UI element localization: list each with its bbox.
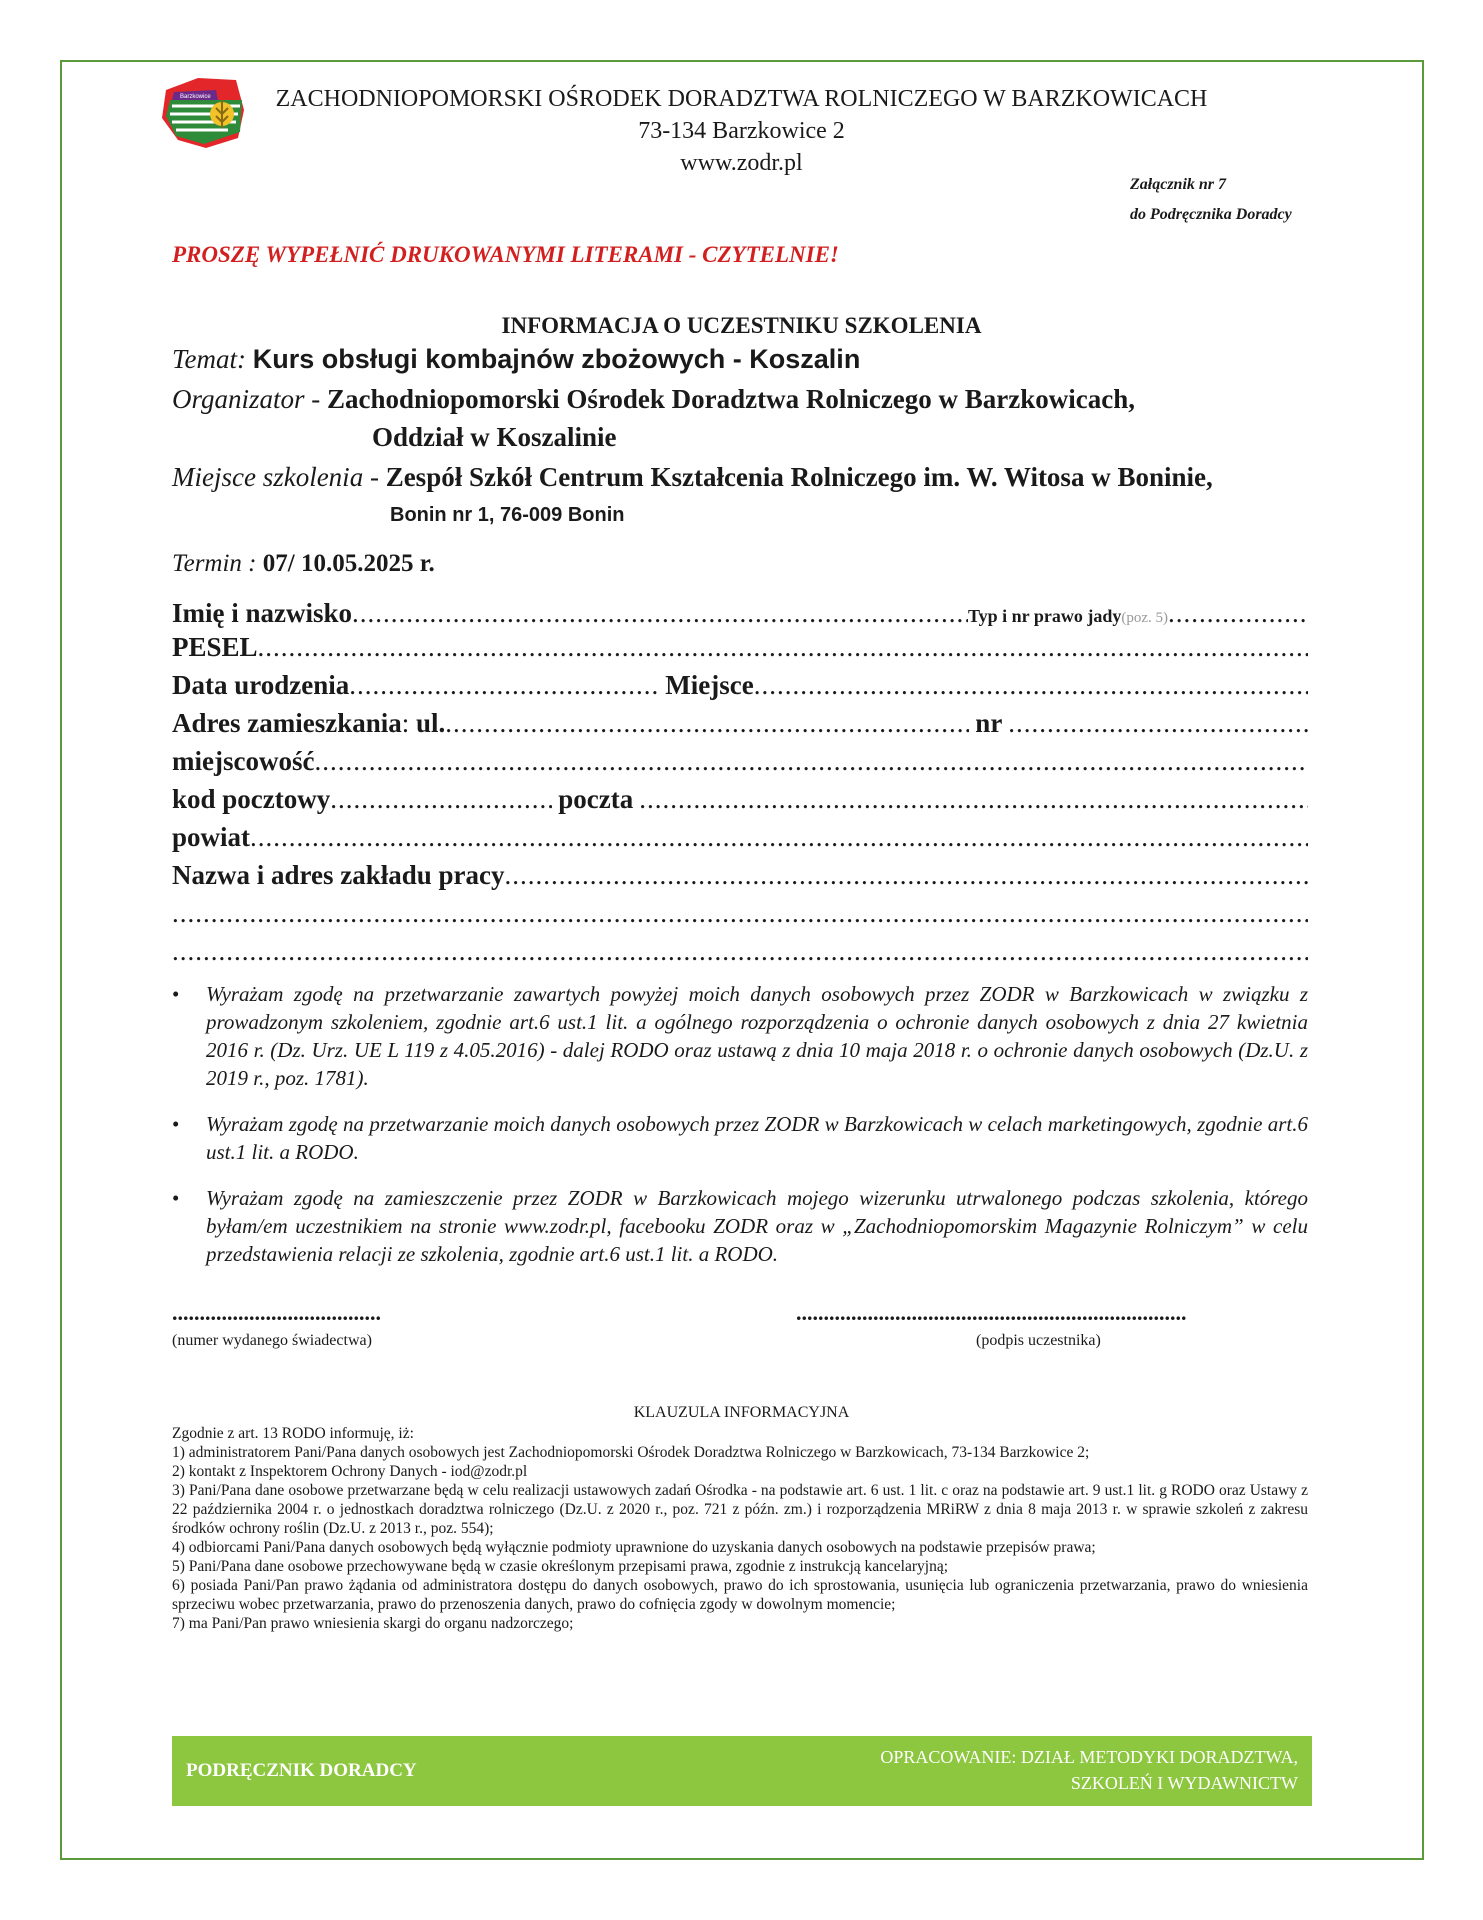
workplace-input-line-3[interactable] <box>172 936 1308 967</box>
license-note: (poz. 5) <box>1121 610 1168 626</box>
birth-place-label: Miejsce <box>665 670 754 700</box>
consent-data-processing: • Wyrażam zgodę na przetwarzanie zawartych powyżej moich danych osobowych przez ZODR w Barzkowicach w związku z prowadzonym szkoleniem, zgodnie art.6 ust.1 lit. a ogólnego rozporządzenia o ochronie danych osobowych z dnia 27 kwietnia 2016 r. (Dz. Urz. UE L 119 z 4.05.2016) - dalej RODO oraz ustawą z dnia 10 maja 2018 r. o ochronie danych osobowych (Dz.U. z 2019 r., poz. 1781). <box>172 982 1308 1090</box>
address-street-label: ul. <box>416 708 446 738</box>
date-value: 07/ 10.05.2025 r. <box>262 550 435 577</box>
clause-item: 6) posiada Pani/Pan prawo żądania od administratora dostępu do danych osobowych, prawo do ich sprostowania, usunięcia lub ograniczenia przetwarzania, prawo do wniesienia sprzeciwu wobec przetwarzania, prawo do przenoszenia danych, prawo do cofnięcia zgody w dowolnym momencie; <box>172 1577 1308 1613</box>
org-address: 73-134 Barzkowice 2 <box>638 118 845 144</box>
signature-line[interactable]: ....................................................................... <box>796 1300 1187 1325</box>
town-label: miejscowość <box>172 746 315 776</box>
footer-bar <box>172 1736 1312 1806</box>
certificate-number-label: (numer wydanego świadectwa) <box>172 1332 372 1349</box>
county-label: powiat <box>172 822 251 852</box>
place-value: Zespół Szkół Centrum Kształcenia Rolniczego im. W. Witosa w Boninie, <box>385 462 1213 492</box>
signature-label: (podpis uczestnika) <box>976 1332 1101 1349</box>
clause-item: 1) administratorem Pani/Pana danych osobowych jest Zachodniopomorski Ośrodek Doradztwa Rolniczego w Barzkowicach, 73-134 Barzkowice 2; <box>172 1444 1090 1461</box>
license-label: Typ i nr prawo jady <box>967 606 1122 626</box>
post-office-input-line[interactable] <box>639 784 1308 815</box>
field-workplace-extra-2[interactable] <box>172 936 1308 967</box>
clause-item: 5) Pani/Pana dane osobowe przechowywane będą w czasie określonym przepisami prawa, zgodnie z instrukcją kancelaryjną; <box>172 1558 948 1575</box>
clause-intro: Zgodnie z art. 13 RODO informuję, iż: <box>172 1425 414 1442</box>
workplace-input-line-2[interactable] <box>172 898 1308 929</box>
pesel-label: PESEL <box>172 632 258 662</box>
date-row <box>172 550 435 578</box>
annex-reference: do Podręcznika Doradcy <box>1130 206 1292 223</box>
name-input-line[interactable] <box>352 598 968 629</box>
consent-image: • Wyrażam zgodę na zamieszczenie przez ZODR w Barzkowicach mojego wizerunku utrwalonego podczas szkolenia, którego byłam/em uczestnikiem na stronie www.zodr.pl, facebooku ZODR oraz w „Zachodniopomorskim Magazynie Rolniczym” w celu przedstawienia relacji ze szkolenia, zgodnie art.6 ust.1 lit. a RODO. <box>172 1186 1308 1266</box>
workplace-label: Nazwa i adres zakładu pracy <box>172 860 505 890</box>
place-label: Miejsce szkolenia - <box>172 462 379 492</box>
street-input-line[interactable] <box>445 708 969 739</box>
topic-label: Temat: <box>172 344 247 374</box>
field-county[interactable] <box>172 822 1308 853</box>
field-postal[interactable] <box>172 784 1308 815</box>
field-name-license[interactable] <box>172 598 1308 629</box>
topic-value: Kurs obsługi kombajnów zbożowych - Koszalin <box>252 344 861 374</box>
birth-date-label: Data urodzenia <box>172 670 350 700</box>
post-office-label: poczta <box>558 784 634 814</box>
postal-code-input-line[interactable] <box>330 784 552 815</box>
clause-item: 7) ma Pani/Pan prawo wniesienia skargi do organu nadzorczego; <box>172 1615 574 1632</box>
org-website: www.zodr.pl <box>680 150 803 176</box>
license-input-line[interactable] <box>1168 598 1308 629</box>
organizer-branch: Oddział w Koszalinie <box>372 422 617 452</box>
field-pesel[interactable] <box>172 632 1308 663</box>
pesel-input-line[interactable] <box>258 632 1308 663</box>
field-workplace[interactable] <box>172 860 1308 891</box>
clause-title: KLAUZULA INFORMACYJNA <box>633 1404 850 1421</box>
clause-body <box>172 1424 1308 1633</box>
clause-item: 3) Pani/Pana dane osobowe przetwarzane będą w celu realizacji ustawowych zadań Ośrodka - na podstawie art. 6 ust. 1 lit. c oraz na podstawie art. 9 ust.1 lit. g RODO oraz Ustawy z 22 października 2004 r. o jednostkach doradztwa rolniczego (Dz.U. z 2020 r., poz. 721 z późn. zm.) i rozporządzenia MRiRW z dnia 8 maja 2013 r. w sprawie szkoleń z zakresu środków ochrony roślin (Dz.U. z 2013 r., poz. 554); <box>172 1482 1308 1537</box>
workplace-input-line[interactable] <box>505 860 1308 891</box>
place-row <box>172 462 1213 493</box>
clause-item: 2) kontakt z Inspektorem Ochrony Danych - iod@zodr.pl <box>172 1463 528 1480</box>
name-label: Imię i nazwisko <box>172 598 353 628</box>
place-address: Bonin nr 1, 76-009 Bonin <box>390 504 625 526</box>
field-workplace-extra-1[interactable] <box>172 898 1308 929</box>
fill-instruction: PROSZĘ WYPEŁNIĆ DRUKOWANYMI LITERAMI - CZYTELNIE! <box>172 242 839 267</box>
footer-handbook: PODRĘCZNIK DORADCY <box>186 1760 417 1781</box>
birth-place-input-line[interactable] <box>754 670 1308 701</box>
date-label: Termin : <box>172 550 257 577</box>
topic-row <box>172 344 860 375</box>
nr-input-line[interactable] <box>1008 708 1308 739</box>
certificate-number-line[interactable]: ...................................... <box>172 1300 381 1325</box>
field-address[interactable]: Adres zamieszkania : ul. ..... nr ..... <box>172 708 1308 739</box>
clause-item: 4) odbiorcami Pani/Pana danych osobowych będą wyłącznie podmioty uprawnione do uzyskania danych osobowych na podstawie przepisów prawa; <box>172 1539 1096 1556</box>
annex-number: Załącznik nr 7 <box>1130 176 1227 193</box>
postal-code-label: kod pocztowy <box>172 784 331 814</box>
address-nr-label: nr <box>975 708 1003 738</box>
county-input-line[interactable] <box>250 822 1308 853</box>
consent-marketing: • Wyrażam zgodę na przetwarzanie moich danych osobowych przez ZODR w Barzkowicach w celach marketingowych, zgodnie art.6 ust.1 lit. a RODO. <box>172 1112 1308 1164</box>
logo-text: Barzkowice <box>180 94 211 100</box>
field-birth[interactable] <box>172 670 1308 701</box>
footer-credit: OPRACOWANIE: DZIAŁ METODYKI DORADZTWA, SZKOLEŃ I WYDAWNICTW <box>880 1747 1298 1793</box>
field-town[interactable] <box>172 746 1308 777</box>
organizer-row <box>172 384 1135 415</box>
org-name: ZACHODNIOPOMORSKI OŚRODEK DORADZTWA ROLNICZEGO W BARZKOWICACH <box>275 86 1208 112</box>
birth-date-input-line[interactable] <box>349 670 659 701</box>
address-label: Adres zamieszkania <box>172 708 402 738</box>
organizer-value: Zachodniopomorski Ośrodek Doradztwa Rolniczego w Barzkowicach, <box>327 384 1136 414</box>
form-title: INFORMACJA O UCZESTNIKU SZKOLENIA <box>501 313 982 338</box>
town-input-line[interactable] <box>314 746 1308 777</box>
organizer-label: Organizator - <box>172 384 321 414</box>
